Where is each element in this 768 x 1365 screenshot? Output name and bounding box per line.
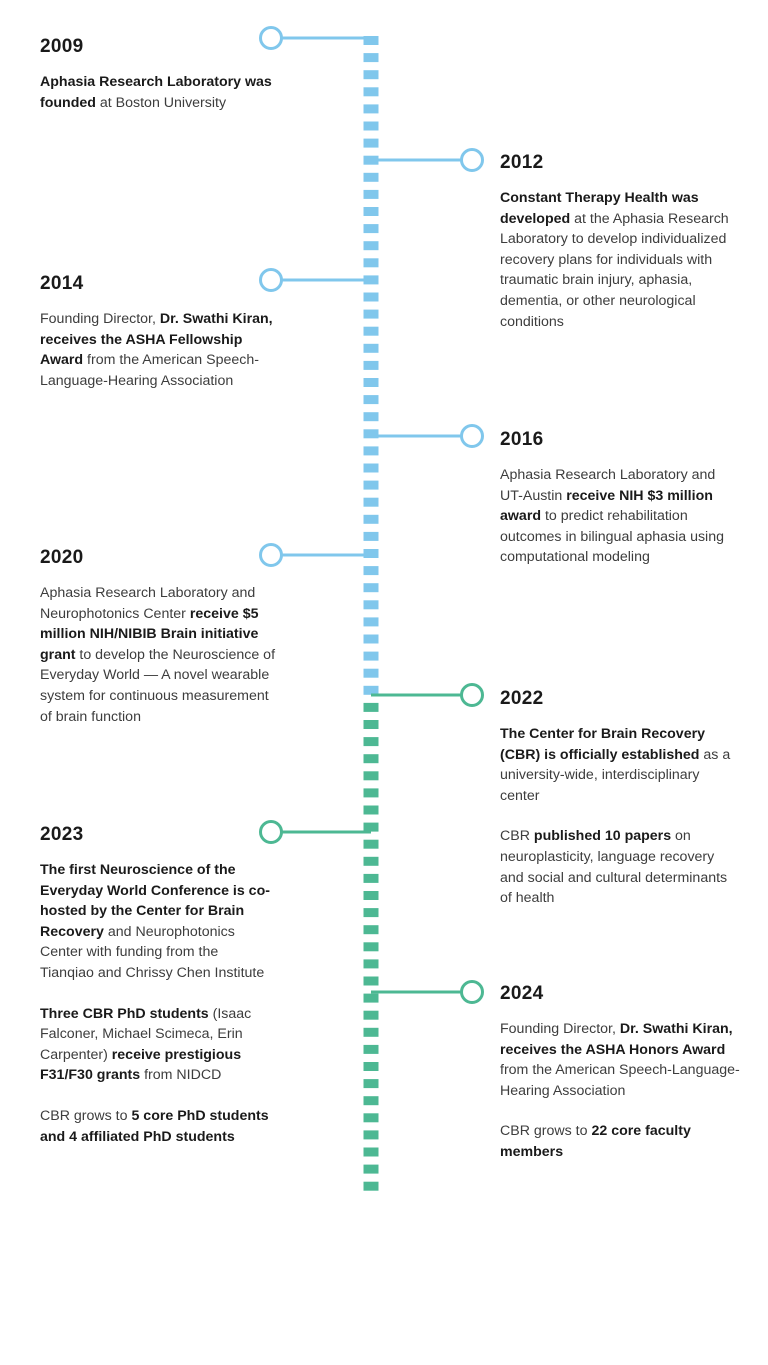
axis-dash	[364, 754, 379, 763]
axis-dash	[364, 942, 379, 951]
body-text: Founding Director,	[40, 311, 160, 327]
entry-description	[500, 465, 740, 568]
entry-2012	[500, 152, 740, 332]
axis-dash	[364, 395, 379, 404]
axis-dash	[364, 104, 379, 113]
highlight-text: Three CBR PhD students	[40, 1005, 209, 1022]
milestone-node	[462, 982, 483, 1003]
axis-dash	[364, 361, 379, 370]
highlight-text: receive prestigious F31/F30 grants	[40, 1046, 242, 1084]
body-text: CBR grows to	[500, 1123, 592, 1140]
year-label: 2012	[500, 152, 544, 173]
body-text: Aphasia Research Laboratory and Neurophotonics Center	[40, 585, 256, 622]
year-label: 2022	[500, 688, 544, 709]
axis-dash	[364, 617, 379, 626]
axis-dash	[364, 241, 379, 250]
milestone-node	[462, 685, 483, 706]
axis-dash	[364, 720, 379, 729]
axis-dash	[364, 737, 379, 746]
body-text: at Boston University	[95, 94, 227, 111]
highlight-text: Dr. Swathi Kiran, receives the ASHA Fellowship Award	[40, 311, 273, 369]
axis-dash	[364, 122, 379, 131]
entry-2014	[40, 273, 275, 391]
entry-description	[500, 188, 740, 332]
axis-dash	[364, 446, 379, 455]
axis-dash	[364, 669, 379, 678]
entry-description	[500, 1019, 740, 1101]
axis-dash	[364, 566, 379, 575]
highlight-text: receive $5 million NIH/NIBIB Brain initiative grant	[40, 605, 259, 663]
body-text: at the Aphasia Research Laboratory to develop individualized recovery plans for individuals with traumatic brain injury, aphasia, dementia, or other neurological conditions	[500, 210, 729, 330]
axis-dash	[364, 327, 379, 336]
entry-description	[40, 1004, 275, 1086]
axis-dash	[364, 874, 379, 883]
body-text: to predict rehabilitation outcomes in bilingual aphasia using computational modeling	[500, 508, 724, 566]
entry-description	[40, 1106, 275, 1147]
year-label: 2014	[40, 273, 84, 294]
axis-dash	[364, 652, 379, 661]
milestone-node	[462, 426, 483, 447]
axis-dash	[364, 1079, 379, 1088]
highlight-text: Dr. Swathi Kiran, receives the ASHA Honors Award	[500, 1021, 733, 1058]
axis-dash	[364, 1062, 379, 1071]
highlight-text: The first Neuroscience of the Everyday World Conference is co-hosted by the Center for Brain Recovery	[40, 862, 270, 940]
axis-dash	[364, 840, 379, 849]
entry-description	[500, 724, 740, 806]
axis-dash	[364, 293, 379, 302]
axis-dash	[364, 224, 379, 233]
axis-dash	[364, 464, 379, 473]
entry-description	[40, 860, 275, 984]
body-text: from NIDCD	[140, 1067, 222, 1084]
axis-dash	[364, 1182, 379, 1191]
axis-dash	[364, 994, 379, 1003]
axis-dash	[364, 258, 379, 267]
axis-dash	[364, 1148, 379, 1157]
axis-dash	[364, 53, 379, 62]
body-text: from the American Speech-Language-Hearing Association	[40, 352, 259, 389]
entry-description	[40, 309, 275, 391]
entry-2009	[40, 36, 275, 113]
entry-2020	[40, 547, 275, 727]
year-label: 2024	[500, 983, 544, 1004]
axis-dash	[364, 1045, 379, 1054]
body-text: Aphasia Research Laboratory and UT-Austin	[500, 467, 716, 504]
axis-dash	[364, 344, 379, 353]
axis-dash	[364, 806, 379, 815]
year-label: 2020	[40, 547, 84, 568]
highlight-text: 22 core faculty members	[500, 1123, 691, 1160]
entry-description	[500, 826, 740, 908]
axis-dash	[364, 481, 379, 490]
axis-dash	[364, 908, 379, 917]
year-label: 2023	[40, 824, 84, 845]
entry-description	[500, 1121, 740, 1162]
body-text: from the American Speech-Language-Hearing Association	[500, 1062, 740, 1099]
axis-dash	[364, 703, 379, 712]
axis-dash	[364, 1130, 379, 1139]
highlight-text: Aphasia Research Laboratory was founded	[40, 74, 272, 111]
axis-dash	[364, 70, 379, 79]
highlight-text: The Center for Brain Recovery (CBR) is officially established	[500, 726, 705, 763]
axis-dash	[364, 686, 379, 695]
axis-dash	[364, 635, 379, 644]
axis-dash	[364, 925, 379, 934]
axis-dash	[364, 771, 379, 780]
milestone-node	[462, 150, 483, 171]
axis-dash	[364, 378, 379, 387]
entry-2022	[500, 688, 740, 909]
axis-dash	[364, 857, 379, 866]
axis-dash	[364, 173, 379, 182]
axis-dash	[364, 977, 379, 986]
body-text: CBR	[500, 828, 534, 845]
axis-dash	[364, 1096, 379, 1105]
axis-dash	[364, 788, 379, 797]
axis-dash	[364, 891, 379, 900]
axis-dash	[364, 600, 379, 609]
year-label: 2016	[500, 429, 544, 450]
body-text: CBR grows to	[40, 1107, 132, 1124]
axis-dash	[364, 959, 379, 968]
axis-dash	[364, 498, 379, 507]
body-text: Founding Director,	[500, 1021, 620, 1037]
entry-description	[40, 583, 275, 727]
body-text: to develop the Neuroscience of Everyday World — A novel wearable system for continuous measurement of brain function	[40, 646, 276, 725]
axis-dash	[364, 1028, 379, 1037]
highlight-text: receive NIH $3 million award	[500, 487, 713, 525]
axis-dash	[364, 823, 379, 832]
axis-dash	[364, 412, 379, 421]
axis-dash	[364, 515, 379, 524]
body-text: and Neurophotonics Center with funding from the Tianqiao and Chrissy Chen Institute	[40, 923, 265, 981]
axis-dash	[364, 87, 379, 96]
entry-2024	[500, 983, 740, 1163]
year-label: 2009	[40, 36, 84, 57]
axis-dash	[364, 1165, 379, 1174]
axis-dash	[364, 1113, 379, 1122]
axis-dash	[364, 310, 379, 319]
axis-dash	[364, 532, 379, 541]
axis-dash	[364, 139, 379, 148]
entry-2016	[500, 429, 740, 568]
body-text: on neuroplasticity, language recovery and social and cultural determinants of health	[500, 828, 728, 907]
highlight-text: Constant Therapy Health was developed	[500, 190, 699, 227]
body-text: (Isaac Falconer, Michael Scimeca, Erin Carpenter)	[40, 1005, 252, 1063]
body-text: as a university-wide, interdisciplinary center	[500, 746, 731, 804]
highlight-text: 5 core PhD students and 4 affiliated PhD students	[40, 1107, 269, 1145]
axis-dash	[364, 207, 379, 216]
highlight-text: published 10 papers	[533, 828, 672, 845]
entry-2023	[40, 824, 275, 1147]
axis-dash	[364, 1011, 379, 1020]
entry-description	[40, 72, 275, 113]
axis-dash	[364, 190, 379, 199]
axis-dash	[364, 583, 379, 592]
